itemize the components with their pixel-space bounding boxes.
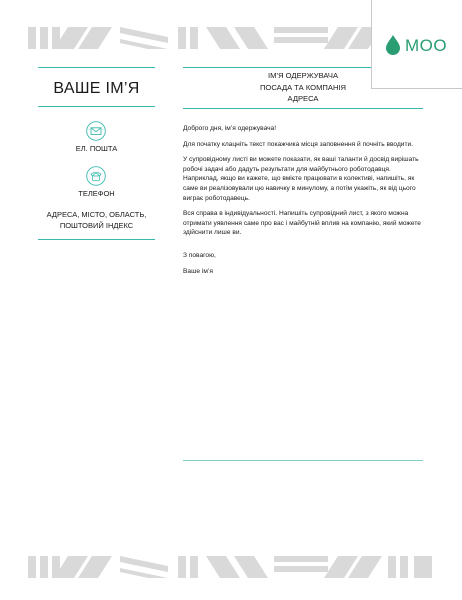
closing: З повагою, — [183, 251, 216, 259]
recipient-name: ІМ’Я ОДЕРЖУВАЧА — [267, 71, 339, 80]
name-bottom-rule — [38, 106, 155, 107]
address-line-1: АДРЕСА, МІСТО, ОБЛАСТЬ, — [46, 210, 147, 219]
phone-label: ТЕЛЕФОН — [78, 189, 115, 198]
recipient-top-rule — [183, 67, 371, 68]
bottom-decorative-pattern — [28, 556, 432, 578]
greeting: Доброго дня, ім’я одержувача! — [183, 125, 277, 132]
drop-icon — [386, 35, 400, 55]
recipient-block — [183, 70, 423, 105]
paragraph-3: Вся справа в індивідуальності. Напишіть супровідний лист, з якого можна отримати уявлення саме про вас і майбутній вплив на компанію, який можете здійснити лише ви. — [183, 210, 421, 237]
sender-name: ВАШЕ ІМ’Я — [53, 80, 140, 97]
address-bottom-rule — [38, 239, 155, 240]
paragraph-2: У супровідному листі ви можете показати, як ваші таланти й досвід вирішать робочі задачі або дадуть результати для майбутнього роботодавця. Наприклад, якщо ви кажете, що вмієте працювати в колективі, напишіть, як саме ви реалізовували цю навичку в минулому, а потім укажіть, як від цього виграє роботодавець. — [183, 156, 419, 202]
letter-body — [183, 124, 423, 282]
recipient-address: АДРЕСА — [287, 94, 319, 103]
telephone-icon — [86, 166, 106, 186]
envelope-icon — [86, 121, 106, 141]
signature: Ваше ім’я — [183, 267, 213, 275]
recipient-bottom-rule — [183, 108, 423, 109]
address-line-2: ПОШТОВИЙ ІНДЕКС — [59, 221, 134, 230]
letter-bottom-rule — [183, 460, 423, 461]
email-label: ЕЛ. ПОШТА — [75, 144, 118, 153]
recipient-position: ПОСАДА ТА КОМПАНІЯ — [259, 82, 347, 92]
name-top-rule — [38, 67, 155, 68]
paragraph-1: Для початку клацніть текст покажчика місця заповнення й почніть вводити. — [183, 140, 414, 148]
logo-text: MOO — [405, 36, 448, 55]
